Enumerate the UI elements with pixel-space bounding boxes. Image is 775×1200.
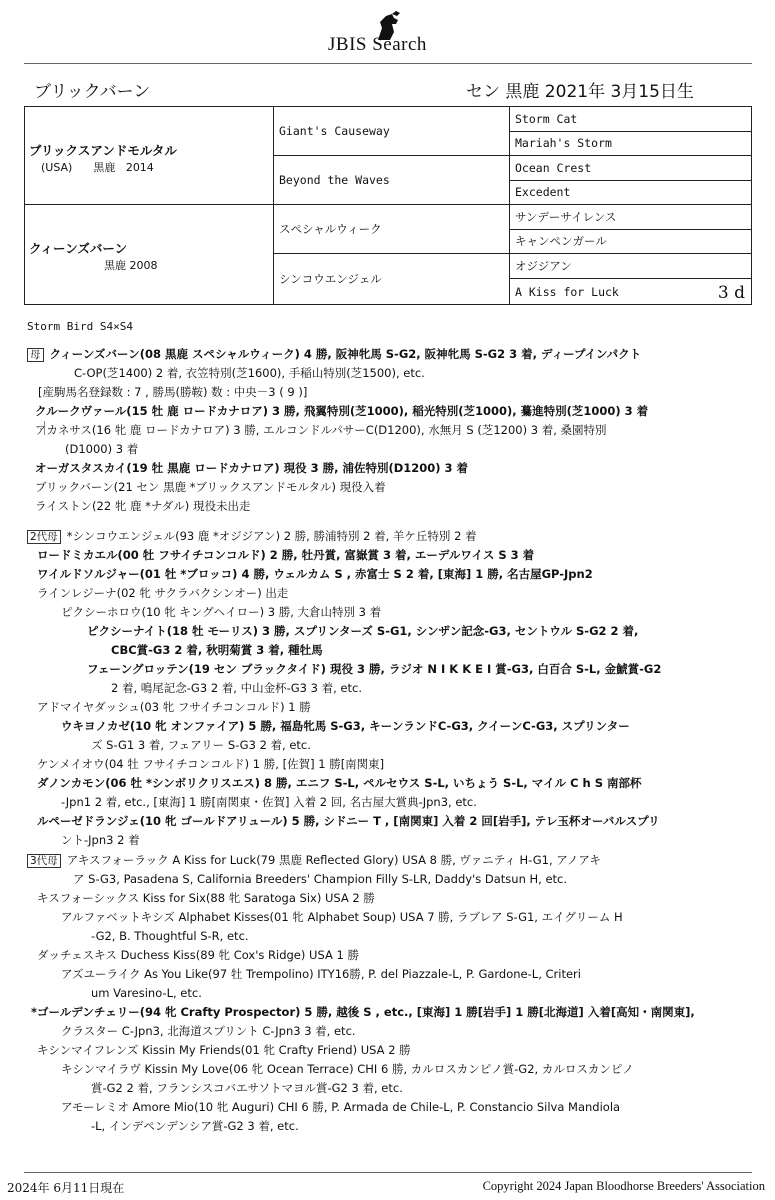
family-line [27, 908, 755, 927]
family-line [27, 1098, 755, 1117]
ped-g3-cell [510, 181, 751, 206]
family-line [27, 755, 755, 774]
family-line [27, 527, 755, 546]
jbis-logo[interactable] [328, 8, 458, 54]
family-line-text: (D1000) 3 着 [65, 442, 139, 456]
second-dam-tag: 2代母 [27, 530, 61, 544]
family-line [27, 546, 755, 565]
dam-section [27, 345, 755, 516]
ped-g3-name[interactable]: A Kiss for Luck [515, 284, 619, 299]
logo-text: JBIS Search [328, 34, 427, 55]
ped-g3-name[interactable]: Storm Cat [515, 111, 578, 126]
family-line-text: アモーレミオ Amore Mio(10 牝 Auguri) CHI 6 勝, P. Armada de Chile-L, P. Constancio Silva Mandiola [61, 1100, 621, 1114]
family-line-text: ウキヨノカゼ(10 牝 オンファイア) 5 勝, 福島牝馬 S-G3, キーンランドC-G3, クイーンC-G3, スプリンター [61, 719, 630, 733]
family-line-text: アルファベットキシズ Alphabet Kisses(01 牝 Alphabet Soup) USA 7 勝, ラブレア S-G1, エイグリーム H [61, 910, 623, 924]
family-line-text: ント-Jpn3 2 着 [61, 833, 140, 847]
family-line-text: クィーンズバーン(08 黒鹿 スペシャルウィーク) 4 勝, 阪神牝馬 S-G2, 阪神牝馬 S-G2 3 着, ディープインパクト [49, 347, 642, 361]
family-line [27, 1022, 755, 1041]
family-line [27, 1079, 755, 1098]
family-line-text: *ゴールデンチェリー(94 牝 Crafty Prospector) 5 勝, 越後 S , etc., [東海] 1 勝[岩手] 1 勝[北海道] 入着[高知・南関東], [31, 1005, 695, 1019]
horse-name: ブリックバーン [34, 82, 151, 102]
family-line [27, 421, 755, 440]
horse-info: セン 黒鹿 2021年 3月15日生 [466, 82, 694, 102]
family-line [27, 497, 755, 516]
dam-info: 黒鹿 2008 [104, 259, 158, 272]
family-line [27, 679, 755, 698]
family-line [27, 603, 755, 622]
ped-g2-cell [274, 156, 510, 205]
family-line [27, 478, 755, 497]
header-divider [24, 63, 752, 64]
family-line [27, 889, 755, 908]
family-line [27, 402, 755, 421]
family-line-text: ライストン(22 牝 鹿 *ナダル) 現役未出走 [35, 499, 251, 513]
family-line [27, 641, 755, 660]
family-line [27, 660, 755, 679]
family-line-text: アカネサス(16 牝 鹿 ロードカナロア) 3 勝, エルコンドルパサーC(D1200), 水無月 S (芝1200) 3 着, 桑園特別 [35, 423, 607, 437]
ped-g3-cell [510, 205, 751, 230]
family-line-text: ア S-G3, Pasadena S, California Breeders' Champion Filly S-LR, Daddy's Datsun H, etc. [73, 872, 568, 886]
dam-cell [25, 205, 274, 304]
family-line: C-OP(芝1400) 2 着, 衣笠特別(芝1600), 手稲山特別(芝1500), etc. [74, 366, 425, 380]
family-line-text: キシンマイラヴ Kissin My Love(06 牝 Ocean Terrace) CHI 6 勝, カルロスカンピノ賞-G2, カルロスカンピノ [61, 1062, 634, 1076]
third-dam-tag: 3代母 [27, 854, 61, 868]
family-line [27, 584, 755, 603]
family-line-text: ワイルドソルジャー(01 牡 *ブロッコ) 4 勝, ウェルカム S , 赤富士 S 2 着, [東海] 1 勝, 名古屋GP-Jpn2 [37, 567, 593, 581]
family-line [27, 870, 755, 889]
ped-g3-cell [510, 279, 751, 304]
family-line-text: アドマイヤダッシュ(03 牝 フサイチコンコルド) 1 勝 [37, 700, 311, 714]
dam-name[interactable]: クィーンズバーン [29, 241, 128, 256]
sire-info: (USA) 黒鹿 2014 [41, 161, 154, 174]
family-line-text: ケンメイオウ(04 牡 フサイチコンコルド) 1 勝, [佐賀] 1 勝[南関東] [37, 757, 385, 771]
family-line-text: アキスフォーラック A Kiss for Luck(79 黒鹿 Reflected Glory) USA 8 勝, ヴァニティ H-G1, アノアキ [66, 853, 601, 867]
sire-cell [25, 107, 274, 205]
ped-g2-name[interactable]: Beyond the Waves [279, 173, 390, 187]
family-line [27, 774, 755, 793]
family-number: 3 d [717, 283, 745, 303]
family-line [27, 927, 755, 946]
tree-line [44, 421, 45, 435]
family-line [27, 565, 755, 584]
ped-g3-cell [510, 230, 751, 255]
family-line-text: フェーングロッテン(19 セン ブラックタイド) 現役 3 勝, ラジオ N I K K E I 賞-G3, 白百合 S-L, 金鯱賞-G2 [87, 662, 662, 676]
ped-g3-cell [510, 156, 751, 181]
family-line-text: アズユーライク As You Like(97 牡 Trempolino) ITY16勝, P. del Piazzale-L, P. Gardone-L, Criteri [61, 967, 581, 981]
ped-g2-name[interactable]: Giant's Causeway [279, 124, 390, 138]
family-line [27, 622, 755, 641]
ped-g3-cell [510, 254, 751, 279]
ped-g3-name[interactable]: オジジアン [515, 259, 572, 273]
family-line-text: ピクシーホロウ(10 牝 キングヘイロー) 3 勝, 大倉山特別 3 着 [61, 605, 382, 619]
ped-g2-cell [274, 254, 510, 304]
family-line-text: ダノンカモン(06 牡 *シンボリクリスエス) 8 勝, エニフ S-L, ペルセウス S-L, いちょう S-L, マイル C h S 南部杯 [37, 776, 642, 790]
ped-g3-name[interactable]: Excedent [515, 185, 571, 200]
family-line [27, 851, 755, 870]
family-line [27, 984, 755, 1003]
ped-g3-name[interactable]: Mariah's Storm [515, 136, 612, 151]
family-line-text: ピクシーナイト(18 牡 モーリス) 3 勝, スプリンターズ S-G1, シンザン記念-G3, セントウル S-G2 2 着, [87, 624, 639, 638]
ped-g3-cell [510, 132, 751, 157]
family-line-text: クルークヴァール(15 牡 鹿 ロードカナロア) 3 勝, 飛翼特別(芝1000), 稲光特別(芝1000), 驀進特別(芝1000) 3 着 [35, 404, 649, 418]
family-line [27, 1041, 755, 1060]
dam-tag: 母 [27, 348, 44, 362]
ped-g2-name[interactable]: スペシャルウィーク [279, 222, 382, 236]
report-date: 2024年 6月11日現在 [7, 1181, 125, 1195]
second-dam-section [27, 527, 755, 850]
ped-g3-name[interactable]: キャンペンガール [515, 234, 607, 249]
family-line-text: キシンマイフレンズ Kissin My Friends(01 牝 Crafty Friend) USA 2 勝 [37, 1043, 411, 1057]
family-line [27, 946, 755, 965]
family-line [27, 793, 755, 812]
family-line-text: -G2, B. Thoughtful S-R, etc. [91, 929, 249, 943]
ped-g2-cell [274, 107, 510, 156]
family-line-text: ブリックバーン(21 セン 黒鹿 *ブリックスアンドモルタル) 現役入着 [35, 480, 386, 494]
family-line-text: ズ S-G1 3 着, フェアリー S-G3 2 着, etc. [91, 738, 311, 752]
family-line [27, 1003, 755, 1022]
ped-g3-cell [510, 107, 751, 132]
family-line [27, 1060, 755, 1079]
third-dam-section [27, 851, 755, 1136]
sire-name[interactable]: ブリックスアンドモルタル [29, 143, 177, 158]
copyright: Copyright 2024 Japan Bloodhorse Breeders' Association [482, 1179, 765, 1193]
family-line-text: CBC賞-G3 2 着, 秋明菊賞 3 着, 種牡馬 [111, 643, 323, 657]
ped-g2-cell [274, 205, 510, 254]
family-line-text: オーガスタスカイ(19 牡 黒鹿 ロードカナロア) 現役 3 勝, 浦佐特別(D1200) 3 着 [35, 461, 469, 475]
family-line-text: ロードミカエル(00 牡 フサイチコンコルド) 2 勝, 牡丹賞, 富嶽賞 3 着, エーデルワイス S 3 着 [37, 548, 535, 562]
inbreeding-note: Storm Bird S4×S4 [27, 320, 133, 333]
family-line-text: ダッチェスキス Duchess Kiss(89 牝 Cox's Ridge) USA 1 勝 [37, 948, 359, 962]
family-line-text: um Varesino-L, etc. [91, 986, 202, 1000]
family-line [27, 698, 755, 717]
family-line [27, 1117, 755, 1136]
family-line-text: -L, インデペンデンシア賞-G2 3 着, etc. [91, 1119, 299, 1133]
family-line [27, 440, 755, 459]
pedigree-table [24, 106, 752, 305]
family-line-text: -Jpn1 2 着, etc., [東海] 1 勝[南関東・佐賀] 入着 2 回, 名古屋大賞典-Jpn3, etc. [61, 795, 477, 809]
family-line [27, 459, 755, 478]
ped-g2-name[interactable]: シンコウエンジェル [279, 272, 382, 286]
family-line-text: クラスター C-Jpn3, 北海道スプリント C-Jpn3 3 着, etc. [61, 1024, 356, 1038]
family-line-text: ルペーゼドランジェ(10 牝 ゴールドアリュール) 5 勝, シドニー T , [南関東] 入着 2 回[岩手], テレ玉杯オーバルスプリ [37, 814, 660, 828]
family-line [27, 717, 755, 736]
ped-g3-name[interactable]: サンデーサイレンス [515, 209, 617, 224]
family-line-text: 2 着, 鳴尾記念-G3 2 着, 中山金杯-G3 3 着, etc. [111, 681, 362, 695]
ped-g3-name[interactable]: Ocean Crest [515, 160, 592, 175]
family-line: [産駒馬名登録数 : 7 , 勝馬(勝鞍) 数 : 中央－3 ( 9 )] [38, 385, 308, 399]
family-line [27, 831, 755, 850]
family-line [27, 812, 755, 831]
footer-divider [24, 1172, 752, 1173]
family-line-text: 賞-G2 2 着, フランシスコバエサソトマヨル賞-G2 3 着, etc. [91, 1081, 403, 1095]
family-line-text: *シンコウエンジェル(93 鹿 *オジジアン) 2 勝, 勝浦特別 2 着, 羊ケ丘特別 2 着 [66, 529, 477, 543]
family-line-text: ラインレジーナ(02 牝 サクラバクシンオー) 出走 [37, 586, 289, 600]
family-line-text: キスフォーシックス Kiss for Six(88 牝 Saratoga Six) USA 2 勝 [37, 891, 375, 905]
family-line [27, 736, 755, 755]
family-line [27, 965, 755, 984]
family-line [27, 345, 755, 364]
